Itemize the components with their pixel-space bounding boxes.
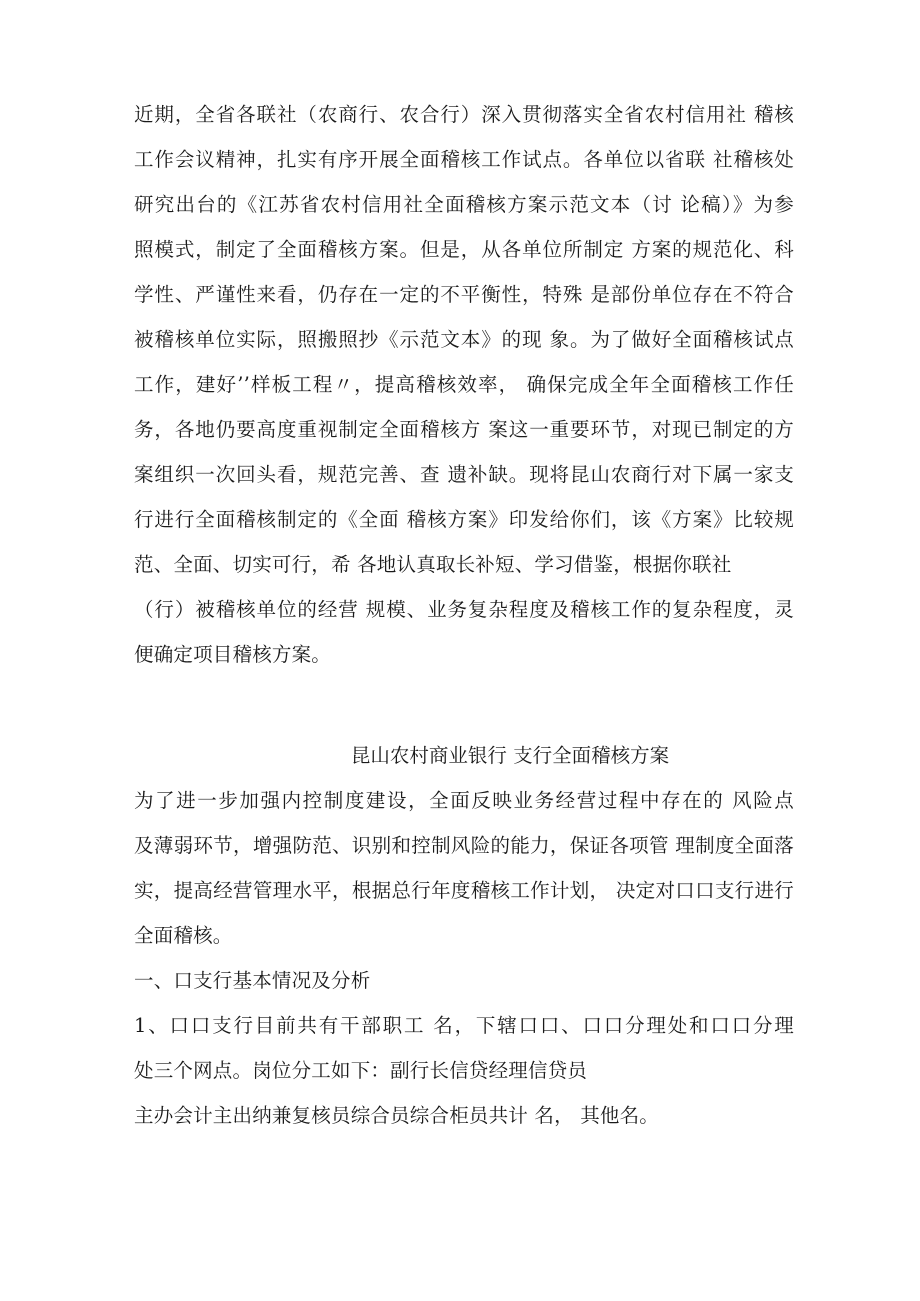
intro-line-5: 学性、严谨性来看，仍存在一定的不平衡性，特殊 是部份单位存在不符合 [134,283,794,306]
item1-line-1: 1、口口支行目前共有干部职工 名，下辖口口、口口分理处和口口分理 [134,1014,794,1037]
item1-line-2: 处三个网点。岗位分工如下：副行长信贷经理信贷员 [134,1059,588,1082]
intro-line-13: 便确定项目稽核方案。 [134,643,332,666]
plan-para1-line-2: 及薄弱环节，增强防范、识别和控制风险的能力，保证各项管 理制度全面落 [134,834,794,857]
intro-line-1: 近期，全省各联社（农商行、农合行）深入贯彻落实全省农村信用社 稽核 [134,103,794,126]
intro-line-7: 工作，建好’’样板工程〃，提高稽核效率， 确保完成全年全面稽核工作任 [134,373,794,396]
plan-para1-line-4: 全面稽核。 [134,924,233,947]
intro-line-6: 被稽核单位实际，照搬照抄《示范文本》的现 象。为了做好全面稽核试点 [134,328,794,351]
intro-line-9: 案组织一次回头看，规范完善、查 遗补缺。现将昆山农商行对下属一家支 [134,463,794,486]
intro-line-2: 工作会议精神，扎实有序开展全面稽核工作试点。各单位以省联 社稽核处 [134,148,794,171]
intro-line-12: （行）被稽核单位的经营 规模、业务复杂程度及稽核工作的复杂程度，灵 [134,598,794,621]
plan-title [0,744,920,768]
plan-para1-line-3: 实，提高经营管理水平，根据总行年度稽核工作计划， 决定对口口支行进行 [134,879,794,902]
intro-line-4: 照模式，制定了全面稽核方案。但是，从各单位所制定 方案的规范化、科 [134,238,794,261]
plan-para1-line-1: 为了进一步加强内控制度建设，全面反映业务经营过程中存在的 风险点 [134,789,794,812]
intro-line-8: 务，各地仍要高度重视制定全面稽核方 案这一重要环节，对现已制定的方 [134,418,794,441]
item1-line-3: 主办会计主出纳兼复核员综合员综合柜员共计 名， 其他名。 [134,1104,659,1127]
intro-line-10: 行进行全面稽核制定的《全面 稽核方案》印发给你们，该《方案》比较规 [134,508,794,531]
intro-line-3: 研究出台的《江苏省农村信用社全面稽核方案示范文本（讨 论稿）》为参 [134,193,794,216]
plan-title-text: 昆山农村商业银行 支行全面稽核方案 [350,744,670,767]
section1-heading: 一、口支行基本情况及分析 [134,969,371,992]
intro-line-11: 范、全面、切实可行，希 各地认真取长补短、学习借鉴，根据你联社 [134,553,732,576]
